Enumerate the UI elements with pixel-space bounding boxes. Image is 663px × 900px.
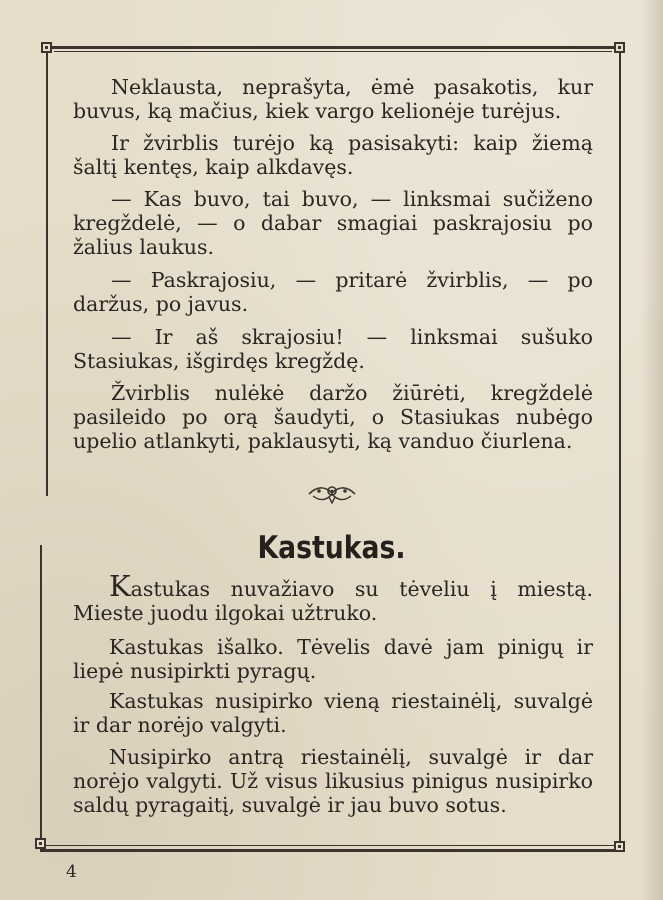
story-paragraph-3: Kastukas nusipirko vieną riestainėlį, suvalgė ir dar norėjo valgyti.	[73, 689, 593, 737]
paragraph-5: — Ir aš skrajosiu! — linksmai sušuko Stasiukas, išgirdęs kregždę.	[73, 325, 593, 373]
page-number: 4	[66, 862, 77, 882]
story-paragraph-2: Kastukas išalko. Tėvelis davė jam pinigų ir liepė nusipirkti pyragų.	[73, 635, 593, 683]
story-title: Kastukas.	[257, 530, 406, 566]
corner-ornament-top-left	[41, 42, 52, 53]
paragraph-6: Žvirblis nulėkė daržo žiūrėti, kregždelė pasileido po orą šaudyti, o Stasiukas nubėgo upelio atlankyti, paklausyti, ką vanduo čiurlena.	[73, 381, 593, 453]
corner-ornament-bottom-left	[35, 838, 46, 849]
border-bottom	[40, 849, 620, 852]
paragraph-1: Neklausta, neprašyta, ėmė pasakotis, kur buvus, ką mačius, kiek vargo kelionėje turėjus.	[73, 75, 593, 123]
corner-ornament-bottom-right	[614, 841, 625, 852]
floral-ornament-icon	[305, 482, 359, 504]
paragraph-2: Ir žvirblis turėjo ką pasisakyti: kaip žiemą šaltį kentęs, kaip alkdavęs.	[73, 131, 593, 179]
border-right	[619, 46, 621, 852]
page-gutter-shadow	[641, 0, 663, 900]
border-bottom-inner	[46, 845, 614, 846]
border-top	[46, 46, 620, 49]
paragraph-3: — Kas buvo, tai buvo, — linksmai sučiženo kregždelė, — o dabar smagiai paskrajosiu po žalius laukus.	[73, 187, 593, 259]
border-top-inner	[54, 51, 612, 52]
corner-ornament-top-right	[614, 42, 625, 53]
story-paragraph-1	[73, 569, 593, 625]
border-left-lower	[40, 545, 42, 851]
story-paragraph-1-text: astukas nuvažiavo su tėveliu į miestą. Mieste juodu ilgokai užtruko.	[73, 577, 593, 625]
story-paragraph-4: Nusipirko antrą riestainėlį, suvalgė ir dar norėjo valgyti. Už visus likusius pinigus nusipirko saldų pyragaitį, suvalgė ir jau buvo sotus.	[73, 745, 593, 817]
border-left	[46, 46, 48, 496]
drop-cap: K	[109, 569, 131, 603]
paragraph-4: — Paskrajosiu, — pritarė žvirblis, — po daržus, po javus.	[73, 268, 593, 316]
